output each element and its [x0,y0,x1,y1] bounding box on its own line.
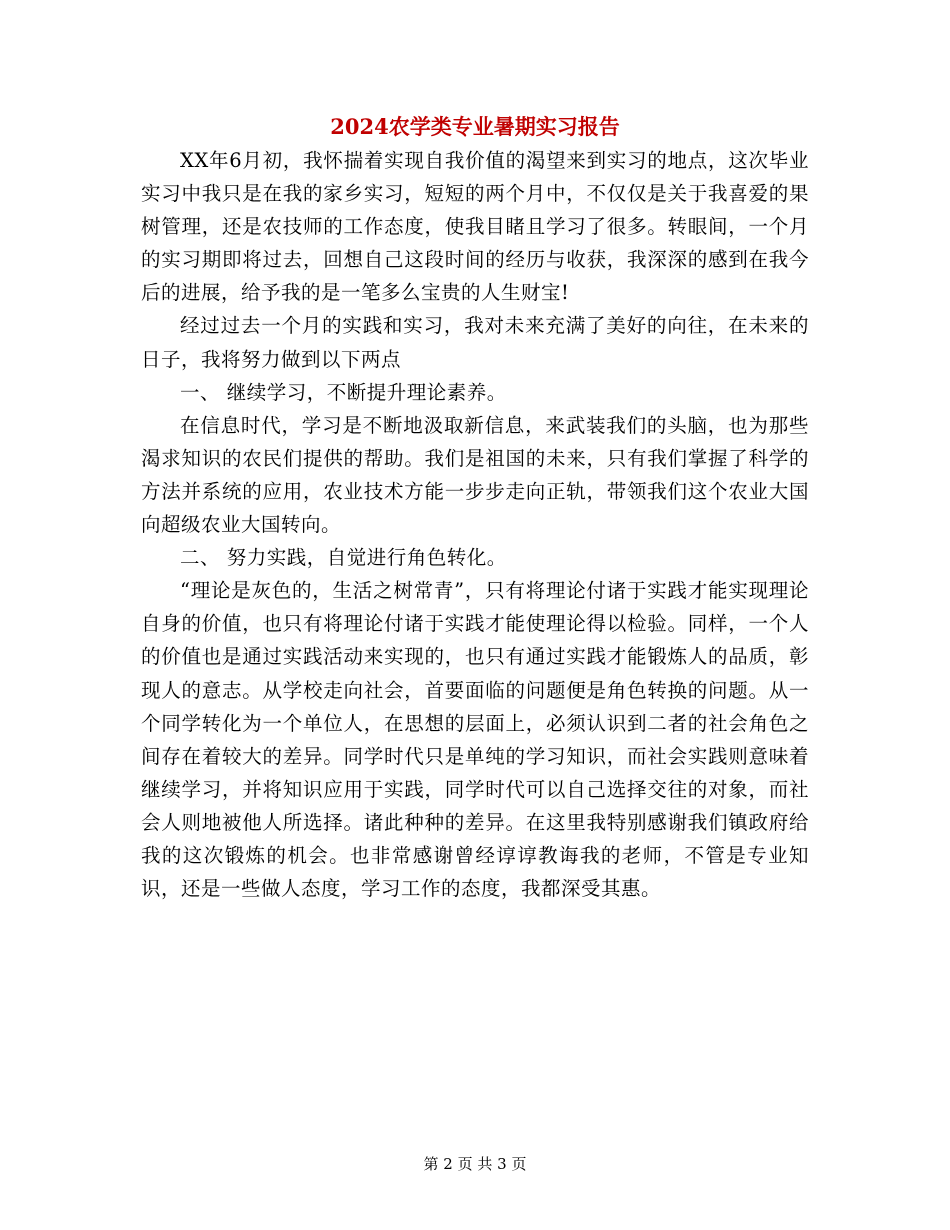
page-number-footer: 第 2 页 共 3 页 [423,1155,527,1173]
paragraph-learning: 在信息时代，学习是不断地汲取新信息，来武装我们的头脑，也为那些渴求知识的农民们提供的帮助。我们是祖国的未来，只有我们掌握了科学的方法并系统的应用，农业技术方能一步步走向正轨，带领我们这个农业大国向超级农业大国转向。 [141,413,809,537]
section-heading-1: 一、 继续学习，不断提升理论素养。 [180,380,507,404]
document-body [141,144,809,905]
paragraph-practice: “理论是灰色的，生活之树常青”，只有将理论付诸于实践才能实现理论自身的价值，也只有将理论付诸于实践才能使理论得以检验。同样，一个人的价值也是通过实践活动来实现的，也只有通过实践才能锻炼人的品质，彰现人的意志。从学校走向社会，首要面临的问题便是角色转换的问题。从一个同学转化为一个单位人，在思想的层面上，必须认识到二者的社会角色之间存在着较大的差异。同学时代只是单纯的学习知识，而社会实践则意味着继续学习，并将知识应用于实践，同学时代可以自己选择交往的对象，而社会人则地被他人所选择。诸此种种的差异。在这里我特别感谢我们镇政府给我的这次锻炼的机会。也非常感谢曾经谆谆教诲我的老师，不管是专业知识，还是一些做人态度，学习工作的态度，我都深受其惠。 [141,579,809,901]
document-title: 2024农学类专业暑期实习报告 [330,114,620,139]
section-heading-2: 二、 努力实践，自觉进行角色转化。 [180,546,507,570]
paragraph-outlook: 经过过去一个月的实践和实习，我对未来充满了美好的向往，在未来的日子，我将努力做到以下两点 [141,314,809,371]
paragraph-intro: XX年6月初，我怀揣着实现自我价值的渴望来到实习的地点，这次毕业实习中我只是在我的家乡实习，短短的两个月中，不仅仅是关于我喜爱的果树管理，还是农技师的工作态度，使我目睹且学习了很多。转眼间，一个月的实习期即将过去，回想自己这段时间的经历与收获，我深深的感到在我今后的进展，给予我的是一笔多么宝贵的人生财宝! [141,149,809,305]
